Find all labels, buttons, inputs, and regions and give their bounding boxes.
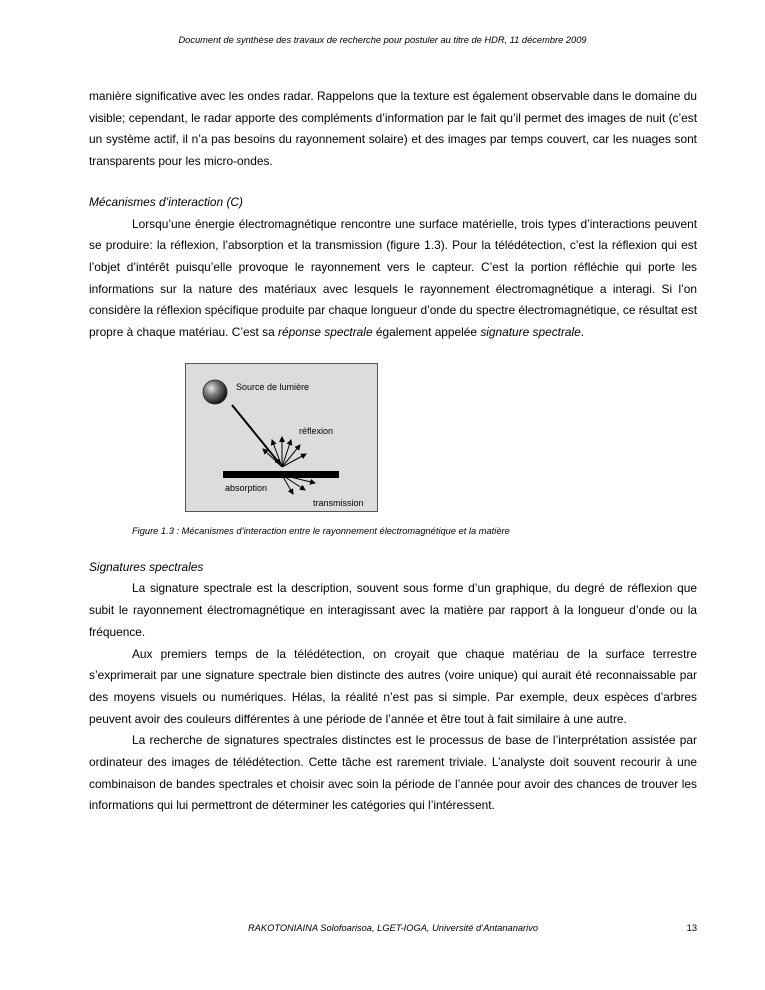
label-source: Source de lumière xyxy=(236,381,310,392)
label-reflexion: réflexion xyxy=(299,425,334,436)
figure-interaction-diagram xyxy=(185,363,378,512)
paragraph-signatures-3: La recherche de signatures spectrales distinctes est le processus de base de l’interprétation assistée par ordinateur des images de télédétection. Cette tâche est rarement triviale. L’analyste doit souvent recourir à une combinaison de bandes spectrales et choisir avec soin la période de l’année pour avoir des chances de trouver les informations qui lui permettront de déterminer les catégories qui l’intéressent. xyxy=(89,733,697,813)
material-surface xyxy=(223,471,339,478)
paragraph-interaction-text-1: Lorsqu’une énergie électromagnétique rencontre une surface matérielle, trois types d’interactions peuvent se produire: la réflexion, l’absorption et la transmission (figure 1.3). Pour la télédétection, c’est la réflexion qui est l’objet d’intérêt puisqu’elle provoque le rayonnement vers le capteur. C’est la portion réfléchie qui porte les informations sur la nature des matériaux avec lesquels le rayonnement électromagnétique a interagi. Si l’on considère la réflexion spécifique produite par chaque longueur d’onde du spectre électromagnétique, ce résultat est propre à chaque matériau. C’est sa xyxy=(89,216,697,340)
section-heading-interaction: Mécanismes d’interaction (C) xyxy=(89,194,243,209)
footer-author: RAKOTONIAINA Solofoarisoa, LGET-IOGA, Université d’Antananarivo xyxy=(247,923,539,933)
light-source-icon xyxy=(203,380,227,404)
paragraph-interaction-text-2: également appelée xyxy=(372,325,481,340)
label-absorption: absorption xyxy=(225,482,268,493)
paragraph-interaction-text-3: . xyxy=(580,325,585,340)
term-reponse-spectrale: réponse spectrale xyxy=(278,325,373,340)
page-footer xyxy=(89,923,697,933)
figure-caption: Figure 1.3 : Mécanismes d’interaction entre le rayonnement électromagnétique et la matière xyxy=(132,525,510,536)
page-number: 13 xyxy=(686,923,697,933)
paragraph-signatures-1: La signature spectrale est la description, souvent sous forme d’un graphique, du degré de réflexion que subit le rayonnement électromagnétique en interagissant avec la matière par rapport à la longueur d’onde ou la fréquence. xyxy=(89,581,697,639)
term-signature-spectrale: signature spectrale xyxy=(480,325,581,340)
paragraph-signatures-2: Aux premiers temps de la télédétection, on croyait que chaque matériau de la surface terrestre s’exprimerait par une signature spectrale bien distincte des autres (voire unique) qui aurait été reconnaissable par des moyens visuels ou numériques. Hélas, la réalité n’est pas si simple. Par exemple, deux espèces d’arbres peuvent avoir des couleurs différentes à une période de l’année et être tout à fait similaire à une autre. xyxy=(89,646,697,726)
section-heading-signatures: Signatures spectrales xyxy=(89,559,204,574)
page-body xyxy=(89,86,697,817)
page-header: Document de synthèse des travaux de recherche pour postuler au titre de HDR, 11 décembre 2009 xyxy=(178,35,587,45)
paragraph-intro: manière significative avec les ondes radar. Rappelons que la texture est également observable dans le domaine du visible; cependant, le radar apporte des compléments d’information par le fait qu’il permet des images de nuit (c’est un système actif, il n’a pas besoins du rayonnement solaire) et des images par temps couvert, car les nuages sont transparents pour les micro-ondes. xyxy=(89,89,697,169)
interaction-diagram xyxy=(185,363,378,512)
paragraph-interaction xyxy=(89,214,697,344)
label-transmission: transmission xyxy=(313,497,364,508)
